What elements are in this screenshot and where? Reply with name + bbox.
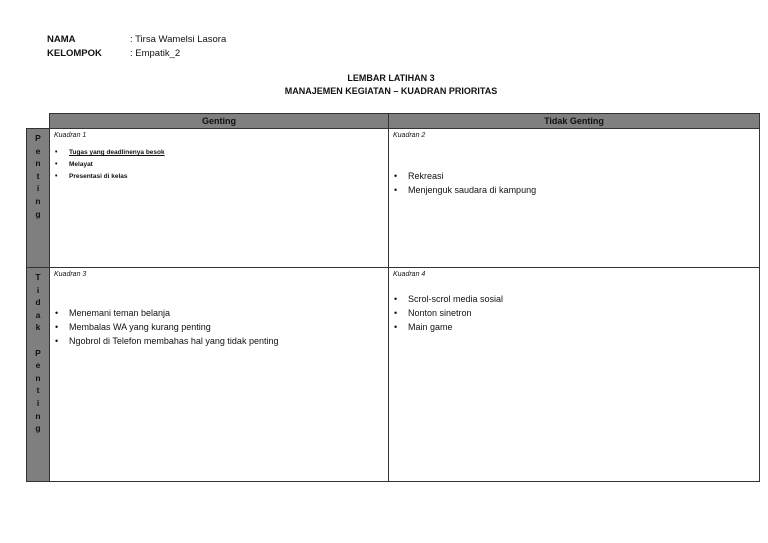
list-item-text: Main game bbox=[408, 322, 453, 332]
name-label: NAMA bbox=[47, 34, 76, 45]
row-header-letter: g bbox=[35, 423, 41, 434]
name-row bbox=[47, 33, 226, 47]
column-header-genting: Genting bbox=[50, 114, 389, 129]
quadrant-2-list bbox=[389, 169, 536, 197]
row-header-letter: P bbox=[35, 347, 41, 358]
list-item bbox=[50, 171, 165, 183]
row-header-tidak-penting-letters bbox=[27, 268, 49, 435]
corner-cell bbox=[27, 114, 50, 129]
list-item bbox=[50, 320, 278, 334]
list-item-text: Menjenguk saudara di kampung bbox=[408, 185, 537, 195]
title-line-1: LEMBAR LATIHAN 3 bbox=[347, 73, 435, 83]
quadrant-4-list bbox=[389, 292, 503, 334]
quadrant-1-list bbox=[50, 147, 165, 183]
student-info bbox=[47, 33, 226, 61]
quadrant-1-label: Kuadran 1 bbox=[54, 132, 87, 139]
list-item bbox=[389, 183, 536, 197]
title-line-2: MANAJEMEN KEGIATAN – KUADRAN PRIORITAS bbox=[284, 86, 498, 96]
row-header-letter: e bbox=[35, 360, 41, 371]
row-header-tidak-penting bbox=[27, 268, 50, 482]
row-header-letter: d bbox=[35, 297, 41, 308]
quadrant-2 bbox=[389, 129, 760, 268]
quadrant-3-list bbox=[50, 306, 278, 348]
row-header-letter: n bbox=[35, 410, 41, 421]
row-header-letter: t bbox=[36, 170, 40, 181]
list-item bbox=[50, 147, 165, 159]
list-item-text: Scrol-scrol media sosial bbox=[408, 294, 504, 304]
quadrant-4 bbox=[389, 268, 760, 482]
row-header-letter: T bbox=[35, 272, 41, 282]
row-header-letter: e bbox=[35, 145, 41, 156]
quadrant-4-label: Kuadran 4 bbox=[393, 271, 426, 278]
row-header-letter: P bbox=[35, 133, 41, 143]
column-header-tidak-genting: Tidak Genting bbox=[389, 114, 760, 129]
list-item-text: Ngobrol di Telefon membahas hal yang tidak penting bbox=[69, 336, 279, 346]
list-item-text: Rekreasi bbox=[408, 171, 444, 181]
document-title bbox=[0, 72, 768, 98]
list-item bbox=[50, 159, 165, 171]
row-header-letter: i bbox=[36, 183, 40, 194]
quadrant-3-label: Kuadran 3 bbox=[54, 271, 87, 278]
row-header-letter: a bbox=[35, 309, 41, 320]
list-item-text: Melayat bbox=[69, 161, 93, 168]
priority-quadrant-table bbox=[26, 113, 760, 482]
list-item-text: Membalas WA yang kurang penting bbox=[69, 322, 211, 332]
list-item bbox=[389, 169, 536, 183]
group-row bbox=[47, 47, 226, 61]
row-header-letter: i bbox=[36, 397, 40, 408]
row-tidak-penting bbox=[27, 268, 760, 482]
list-item bbox=[389, 292, 503, 306]
list-item bbox=[389, 306, 503, 320]
group-value: : Empatik_2 bbox=[130, 48, 181, 59]
list-item bbox=[50, 306, 278, 320]
list-item-text: Tugas yang deadlinenya besok bbox=[69, 149, 165, 156]
name-value: : Tirsa Wamelsi Lasora bbox=[130, 34, 227, 45]
row-header-penting bbox=[27, 129, 50, 268]
row-header-letter: g bbox=[35, 208, 41, 219]
quadrant-2-label: Kuadran 2 bbox=[393, 132, 426, 139]
list-item bbox=[389, 320, 503, 334]
column-header-row bbox=[27, 114, 760, 129]
quadrant-3 bbox=[50, 268, 389, 482]
row-header-letter: t bbox=[36, 385, 40, 396]
quadrant-1 bbox=[50, 129, 389, 268]
row-header-letter bbox=[27, 334, 49, 347]
row-header-letter: n bbox=[35, 158, 41, 169]
group-label: KELOMPOK bbox=[47, 48, 102, 59]
list-item-text: Presentasi di kelas bbox=[69, 173, 128, 180]
list-item-text: Menemani teman belanja bbox=[69, 308, 171, 318]
list-item-text: Nonton sinetron bbox=[408, 308, 472, 318]
row-header-letter: n bbox=[35, 195, 41, 206]
row-header-penting-letters bbox=[27, 129, 49, 220]
list-item bbox=[50, 334, 278, 348]
row-header-letter: k bbox=[35, 322, 41, 333]
row-header-letter: i bbox=[36, 284, 40, 295]
row-header-letter: n bbox=[35, 372, 41, 383]
row-penting bbox=[27, 129, 760, 268]
